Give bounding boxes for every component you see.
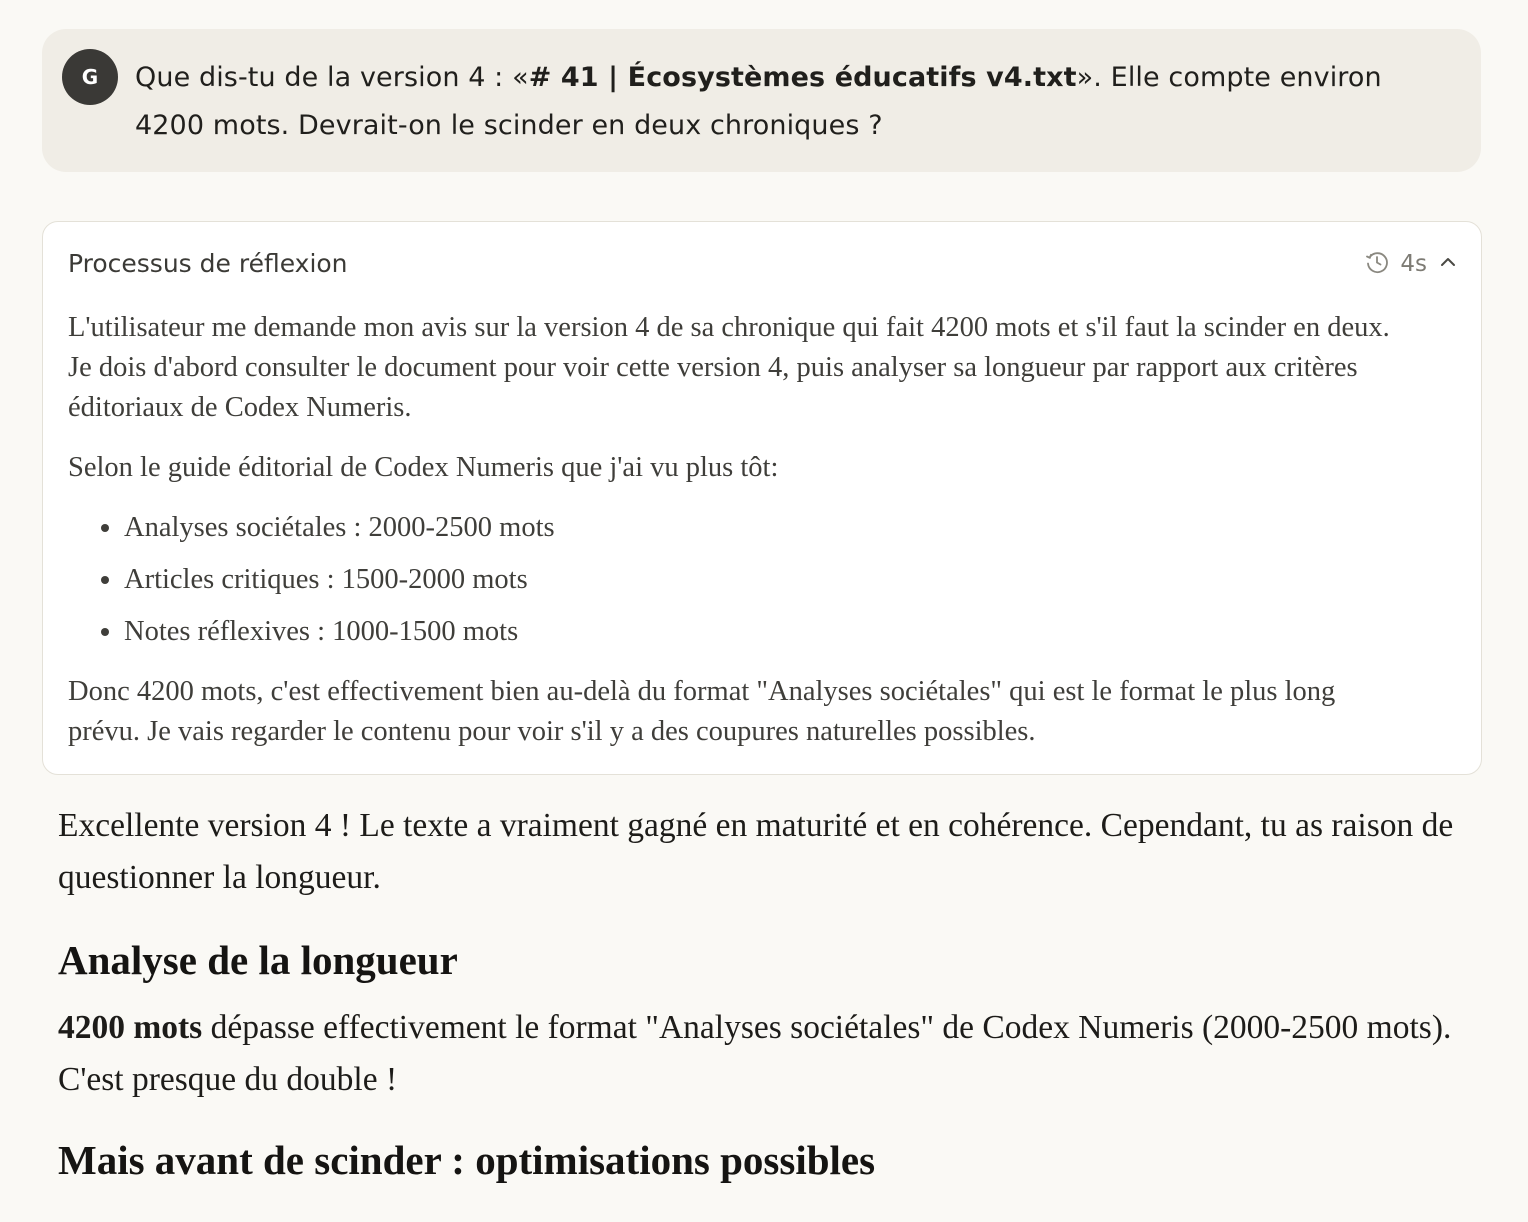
paragraph-text: dépasse effectivement le format "Analyses sociétales" de Codex Numeris (2000-2500 mots). C'est presque du double ! [58,1009,1452,1098]
chevron-up-icon[interactable] [1437,251,1459,277]
thinking-paragraph: Donc 4200 mots, c'est effectivement bien au-delà du format "Analyses sociétales" qui est le format le plus long prévu. Je vais regarder le contenu pour voir s'il y a des coupures naturelles possibles. [68,676,1336,747]
user-message [42,29,1481,172]
thinking-content [68,308,1408,752]
list-item: • Analyses sociétales : 2000-2500 mots [124,508,1408,548]
user-message-prefix: Que dis-tu de la version 4 : « [135,62,529,93]
response-paragraph [58,1002,1458,1106]
section-heading: Analyse de la longueur [58,937,458,983]
history-clock-icon [1364,249,1390,279]
thinking-title: Processus de réflexion [68,249,348,278]
thinking-paragraph: L'utilisateur me demande mon avis sur la version 4 de sa chronique qui fait 4200 mots et s'il faut la scinder en deux. Je dois d'abord consulter le document pour voir cette version 4, puis analyser sa longueur par rapport aux critères éditoriaux de Codex Numeris. [68,312,1390,423]
response-intro: Excellente version 4 ! Le texte a vraiment gagné en maturité et en cohérence. Cependant, tu as raison de questionner la longueur. [58,807,1454,896]
thinking-panel [42,221,1482,775]
thinking-toggle[interactable] [1364,248,1459,280]
thinking-bullet-list [68,508,1408,652]
list-item: • Articles critiques : 1500-2000 mots [124,560,1408,600]
assistant-response [58,800,1458,1186]
list-item: • Notes réflexives : 1000-1500 mots [124,612,1408,652]
thinking-paragraph: Selon le guide éditorial de Codex Numeris que j'ai vu plus tôt: [68,452,779,483]
user-message-suffix: ». Elle compte environ 4200 mots. Devrait-on le scinder en deux chroniques ? [135,62,1382,141]
attachment-filename: # 41 | Écosystèmes éducatifs v4.txt [528,62,1077,93]
section-heading: Mais avant de scinder : optimisations possibles [58,1137,876,1183]
avatar: G [62,49,118,105]
user-message-text [135,54,1455,150]
thinking-duration: 4s [1400,251,1427,277]
bold-text: 4200 mots [58,1009,203,1046]
